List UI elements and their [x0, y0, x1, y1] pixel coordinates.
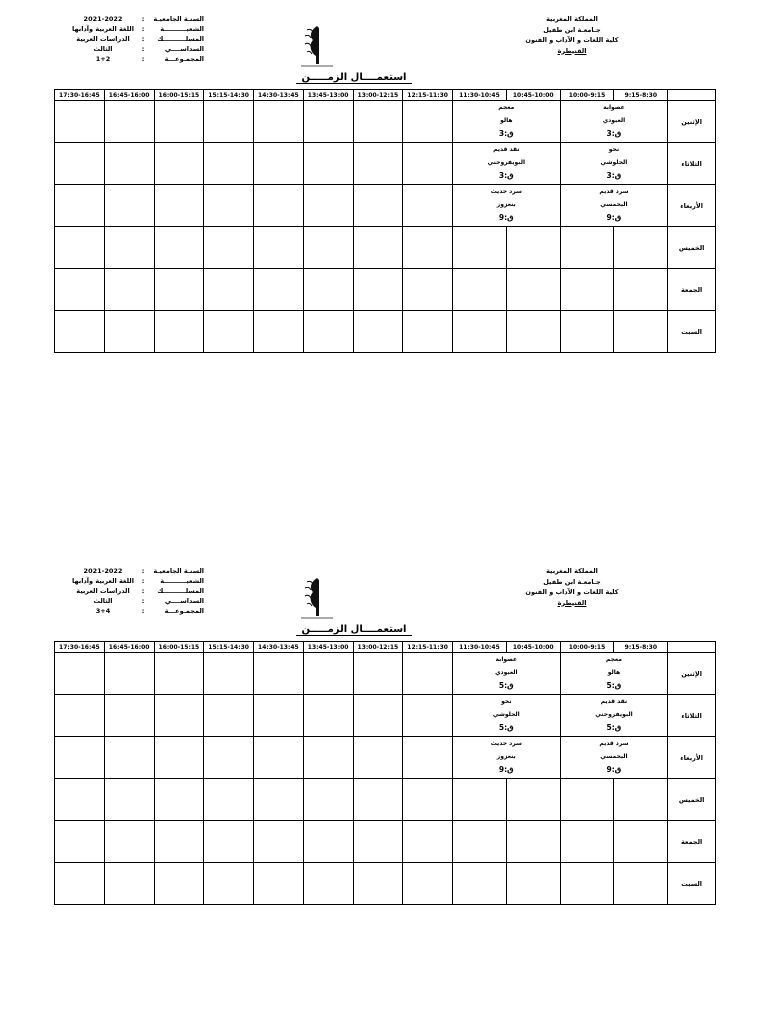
info-label: الشعبــــــــــة [160, 25, 204, 33]
info-value: 2021-2022 [83, 567, 123, 575]
faculty-name: كلية اللغات و الآداب و الفنون [525, 36, 619, 44]
course-subject: عصوابة [603, 104, 625, 111]
empty-cell [254, 143, 304, 185]
info-colon: : [141, 45, 145, 53]
day-row [55, 653, 716, 695]
info-label: السنـة الجامعيـة [153, 15, 204, 23]
day-row [55, 737, 716, 779]
info-label: الشعبــــــــــة [160, 577, 204, 585]
empty-cell [204, 227, 254, 269]
course-subject: سرد قديم [599, 188, 629, 195]
course-subject: نقد قديم [600, 698, 628, 705]
info-colon: : [141, 587, 145, 595]
day-label: الإثنين [668, 101, 716, 143]
empty-cell [254, 101, 304, 143]
empty-cell [614, 779, 668, 821]
empty-cell [506, 821, 560, 863]
day-row [55, 269, 716, 311]
course-room: ق:9 [606, 765, 622, 774]
empty-cell [204, 311, 254, 353]
university-logo [297, 22, 337, 68]
empty-cell [403, 653, 453, 695]
time-slot-header: 16:45-16:00 [104, 642, 154, 653]
empty-cell [204, 737, 254, 779]
time-slot-header: 13:45-13:00 [303, 642, 353, 653]
course-cell [453, 653, 561, 695]
course-teacher: بنعزوز [496, 201, 516, 208]
day-row [55, 779, 716, 821]
day-row [55, 695, 716, 737]
empty-cell [453, 269, 507, 311]
course-teacher: هالو [500, 117, 513, 124]
time-slot-header: 13:00-12:15 [353, 90, 403, 101]
time-slot-header: 15:15-14:30 [204, 642, 254, 653]
day-label: الأربعاء [668, 185, 716, 227]
empty-cell [55, 143, 105, 185]
info-colon: : [141, 607, 145, 615]
info-row [54, 24, 204, 34]
empty-cell [303, 269, 353, 311]
city-name: القنيطرة [557, 46, 587, 55]
empty-cell [353, 863, 403, 905]
empty-cell [154, 311, 204, 353]
empty-cell [154, 101, 204, 143]
info-colon: : [141, 35, 145, 43]
course-subject: عصوابة [495, 656, 518, 663]
day-row [55, 863, 716, 905]
empty-cell [353, 311, 403, 353]
empty-cell [254, 311, 304, 353]
empty-cell [303, 143, 353, 185]
day-label: الخميس [668, 779, 716, 821]
timetable-table [54, 89, 716, 353]
empty-cell [353, 653, 403, 695]
timetable-title: استعمــــال الزمـــــن [254, 624, 454, 635]
day-row [55, 101, 716, 143]
empty-cell [506, 779, 560, 821]
course-cell [560, 737, 668, 779]
empty-cell [154, 185, 204, 227]
empty-cell [614, 227, 668, 269]
empty-cell [154, 863, 204, 905]
empty-cell [254, 185, 304, 227]
empty-cell [353, 779, 403, 821]
faculty-name: كلية اللغات و الآداب و الفنون [525, 588, 619, 596]
day-header-blank [668, 642, 716, 653]
empty-cell [55, 101, 105, 143]
empty-cell [303, 863, 353, 905]
time-slot-header: 11:30-10:45 [453, 642, 507, 653]
institution-header [472, 566, 672, 608]
empty-cell [353, 269, 403, 311]
time-slot-header: 11:30-10:45 [453, 90, 507, 101]
course-cell [560, 695, 668, 737]
time-slot-header: 16:00-15:15 [154, 90, 204, 101]
time-slot-header: 10:00-9:15 [560, 90, 614, 101]
course-cell [560, 185, 668, 227]
empty-cell [506, 863, 560, 905]
course-room: ق:5 [606, 723, 622, 732]
university-name: جـامعـة ابن طفيل [543, 25, 601, 34]
info-value: الثالث [93, 45, 113, 53]
empty-cell [254, 269, 304, 311]
empty-cell [55, 227, 105, 269]
course-room: ق:5 [498, 723, 514, 732]
empty-cell [55, 863, 105, 905]
empty-cell [104, 185, 154, 227]
course-cell [453, 737, 561, 779]
info-row [54, 606, 204, 616]
course-subject: سرد حديث [490, 188, 522, 195]
info-value: 2021-2022 [83, 15, 123, 23]
time-slot-header: 10:45-10:00 [506, 90, 560, 101]
empty-cell [353, 821, 403, 863]
empty-cell [204, 695, 254, 737]
empty-cell [204, 863, 254, 905]
empty-cell [104, 779, 154, 821]
info-value: الثالث [93, 597, 113, 605]
empty-cell [353, 737, 403, 779]
time-slot-header: 13:45-13:00 [303, 90, 353, 101]
empty-cell [303, 185, 353, 227]
empty-cell [403, 269, 453, 311]
empty-cell [353, 695, 403, 737]
empty-cell [55, 269, 105, 311]
course-subject: نحو [608, 146, 620, 153]
info-label: المسلــــــــــك [157, 35, 204, 43]
empty-cell [303, 737, 353, 779]
empty-cell [506, 311, 560, 353]
info-colon: : [141, 577, 145, 585]
empty-cell [453, 311, 507, 353]
empty-cell [560, 821, 614, 863]
day-label: الثلاثاء [668, 143, 716, 185]
empty-cell [154, 821, 204, 863]
info-row [54, 596, 204, 606]
empty-cell [154, 653, 204, 695]
course-teacher: البحمسي [600, 753, 628, 760]
empty-cell [403, 101, 453, 143]
day-row [55, 143, 716, 185]
empty-cell [104, 737, 154, 779]
info-value: 3+4 [95, 607, 111, 615]
day-label: السبت [668, 863, 716, 905]
empty-cell [154, 143, 204, 185]
empty-cell [204, 185, 254, 227]
country-name: المملكة المغربية [546, 567, 598, 575]
course-teacher: البحمسي [600, 201, 628, 208]
empty-cell [204, 821, 254, 863]
course-cell [560, 143, 668, 185]
course-room: ق:9 [498, 213, 514, 222]
day-header-blank [668, 90, 716, 101]
course-subject: سرد قديم [599, 740, 629, 747]
empty-cell [154, 695, 204, 737]
empty-cell [453, 821, 507, 863]
time-slot-header: 14:30-13:45 [254, 642, 304, 653]
empty-cell [506, 269, 560, 311]
course-room: ق:9 [606, 213, 622, 222]
info-value: الدراسات العربية [76, 35, 130, 43]
course-teacher: البويفروحني [595, 711, 633, 718]
day-label: الجمعة [668, 821, 716, 863]
empty-cell [254, 653, 304, 695]
empty-cell [104, 269, 154, 311]
info-value: اللغة العربية وآدابها [72, 577, 134, 585]
empty-cell [560, 311, 614, 353]
empty-cell [560, 227, 614, 269]
empty-cell [303, 311, 353, 353]
info-value: 1+2 [95, 55, 111, 63]
day-label: الثلاثاء [668, 695, 716, 737]
empty-cell [403, 821, 453, 863]
program-info [54, 14, 204, 64]
empty-cell [254, 227, 304, 269]
time-slot-header: 16:45-16:00 [104, 90, 154, 101]
empty-cell [104, 695, 154, 737]
empty-cell [560, 779, 614, 821]
empty-cell [303, 653, 353, 695]
empty-cell [254, 737, 304, 779]
time-slot-header: 14:30-13:45 [254, 90, 304, 101]
empty-cell [55, 653, 105, 695]
day-label: الأربعاء [668, 737, 716, 779]
institution-header [472, 14, 672, 56]
empty-cell [403, 143, 453, 185]
empty-cell [104, 101, 154, 143]
time-slot-header: 10:45-10:00 [506, 642, 560, 653]
course-teacher: العبودي [602, 117, 626, 124]
course-room: ق:3 [606, 171, 622, 180]
empty-cell [55, 311, 105, 353]
time-slot-header: 10:00-9:15 [560, 642, 614, 653]
day-row [55, 311, 716, 353]
empty-cell [104, 863, 154, 905]
empty-cell [55, 737, 105, 779]
empty-cell [303, 695, 353, 737]
course-subject: معجم [498, 104, 515, 111]
info-value: الدراسات العربية [76, 587, 130, 595]
info-label: المسلــــــــــك [157, 587, 204, 595]
day-row [55, 227, 716, 269]
empty-cell [55, 821, 105, 863]
empty-cell [154, 779, 204, 821]
timetable-table [54, 641, 716, 905]
university-name: جـامعـة ابن طفيل [543, 577, 601, 586]
empty-cell [55, 779, 105, 821]
time-slot-header: 17:30-16:45 [55, 90, 105, 101]
empty-cell [403, 695, 453, 737]
info-row [54, 576, 204, 586]
course-teacher: هالو [607, 669, 621, 676]
info-label: السداســــي [164, 597, 204, 605]
empty-cell [560, 269, 614, 311]
course-cell [453, 101, 561, 143]
time-header-row [55, 90, 716, 101]
time-header-row [55, 642, 716, 653]
course-teacher: العبودي [495, 669, 518, 676]
day-label: الإثنين [668, 653, 716, 695]
empty-cell [55, 185, 105, 227]
empty-cell [560, 863, 614, 905]
empty-cell [303, 779, 353, 821]
info-row [54, 34, 204, 44]
empty-cell [614, 311, 668, 353]
time-slot-header: 9:15-8:30 [614, 642, 668, 653]
empty-cell [254, 863, 304, 905]
time-slot-header: 12:15-11:30 [403, 90, 453, 101]
day-row [55, 185, 716, 227]
empty-cell [104, 311, 154, 353]
empty-cell [453, 227, 507, 269]
course-teacher: الحلوشي [492, 711, 520, 718]
program-info [54, 566, 204, 616]
course-cell [560, 101, 668, 143]
empty-cell [154, 737, 204, 779]
empty-cell [104, 143, 154, 185]
course-teacher: البويفروحني [487, 159, 526, 166]
day-label: الجمعة [668, 269, 716, 311]
course-teacher: الحلوشي [600, 159, 628, 166]
time-slot-header: 13:00-12:15 [353, 642, 403, 653]
empty-cell [104, 653, 154, 695]
info-colon: : [141, 567, 145, 575]
empty-cell [403, 185, 453, 227]
info-colon: : [141, 15, 145, 23]
empty-cell [453, 779, 507, 821]
empty-cell [303, 227, 353, 269]
empty-cell [204, 653, 254, 695]
empty-cell [353, 143, 403, 185]
course-room: ق:5 [498, 681, 514, 690]
empty-cell [353, 227, 403, 269]
timetable-title: استعمــــال الزمـــــن [254, 72, 454, 83]
empty-cell [204, 101, 254, 143]
city-name: القنيطرة [557, 598, 587, 607]
info-label: السنـة الجامعيـة [153, 567, 204, 575]
empty-cell [506, 227, 560, 269]
day-label: الخميس [668, 227, 716, 269]
info-row [54, 14, 204, 24]
empty-cell [254, 821, 304, 863]
info-row [54, 44, 204, 54]
time-slot-header: 17:30-16:45 [55, 642, 105, 653]
timetable-sheet [54, 566, 716, 888]
empty-cell [403, 737, 453, 779]
info-row [54, 54, 204, 64]
time-slot-header: 16:00-15:15 [154, 642, 204, 653]
timetable-sheet [54, 14, 716, 336]
empty-cell [254, 779, 304, 821]
empty-cell [55, 695, 105, 737]
empty-cell [614, 863, 668, 905]
course-cell [453, 695, 561, 737]
day-label: السبت [668, 311, 716, 353]
day-row [55, 821, 716, 863]
info-value: اللغة العربية وآدابها [72, 25, 134, 33]
time-slot-header: 9:15-8:30 [614, 90, 668, 101]
empty-cell [303, 101, 353, 143]
course-subject: سرد حديث [490, 740, 522, 747]
empty-cell [353, 101, 403, 143]
info-label: المجمـوعـــة [164, 607, 204, 615]
empty-cell [204, 143, 254, 185]
empty-cell [614, 821, 668, 863]
course-cell [453, 143, 561, 185]
time-slot-header: 15:15-14:30 [204, 90, 254, 101]
university-logo [297, 574, 337, 620]
course-room: ق:9 [498, 765, 514, 774]
course-room: ق:3 [498, 171, 514, 180]
time-slot-header: 12:15-11:30 [403, 642, 453, 653]
info-colon: : [141, 55, 145, 63]
info-colon: : [141, 25, 145, 33]
empty-cell [154, 269, 204, 311]
course-subject: نقد قديم [493, 146, 520, 153]
empty-cell [403, 779, 453, 821]
empty-cell [204, 779, 254, 821]
info-label: السداســــي [164, 45, 204, 53]
empty-cell [614, 269, 668, 311]
info-colon: : [141, 597, 145, 605]
empty-cell [303, 821, 353, 863]
empty-cell [353, 185, 403, 227]
course-subject: معجم [605, 656, 622, 663]
course-room: ق:3 [498, 129, 514, 138]
empty-cell [403, 863, 453, 905]
empty-cell [154, 227, 204, 269]
empty-cell [403, 227, 453, 269]
info-row [54, 566, 204, 576]
country-name: المملكة المغربية [546, 15, 598, 23]
course-subject: نحو [501, 698, 512, 705]
empty-cell [254, 695, 304, 737]
course-room: ق:3 [606, 129, 622, 138]
empty-cell [403, 311, 453, 353]
course-cell [560, 653, 668, 695]
course-teacher: بنعزوز [496, 753, 516, 760]
info-label: المجمـوعـــة [164, 55, 204, 63]
empty-cell [104, 227, 154, 269]
course-cell [453, 185, 561, 227]
empty-cell [104, 821, 154, 863]
info-row [54, 586, 204, 596]
empty-cell [453, 863, 507, 905]
course-room: ق:5 [606, 681, 622, 690]
empty-cell [204, 269, 254, 311]
